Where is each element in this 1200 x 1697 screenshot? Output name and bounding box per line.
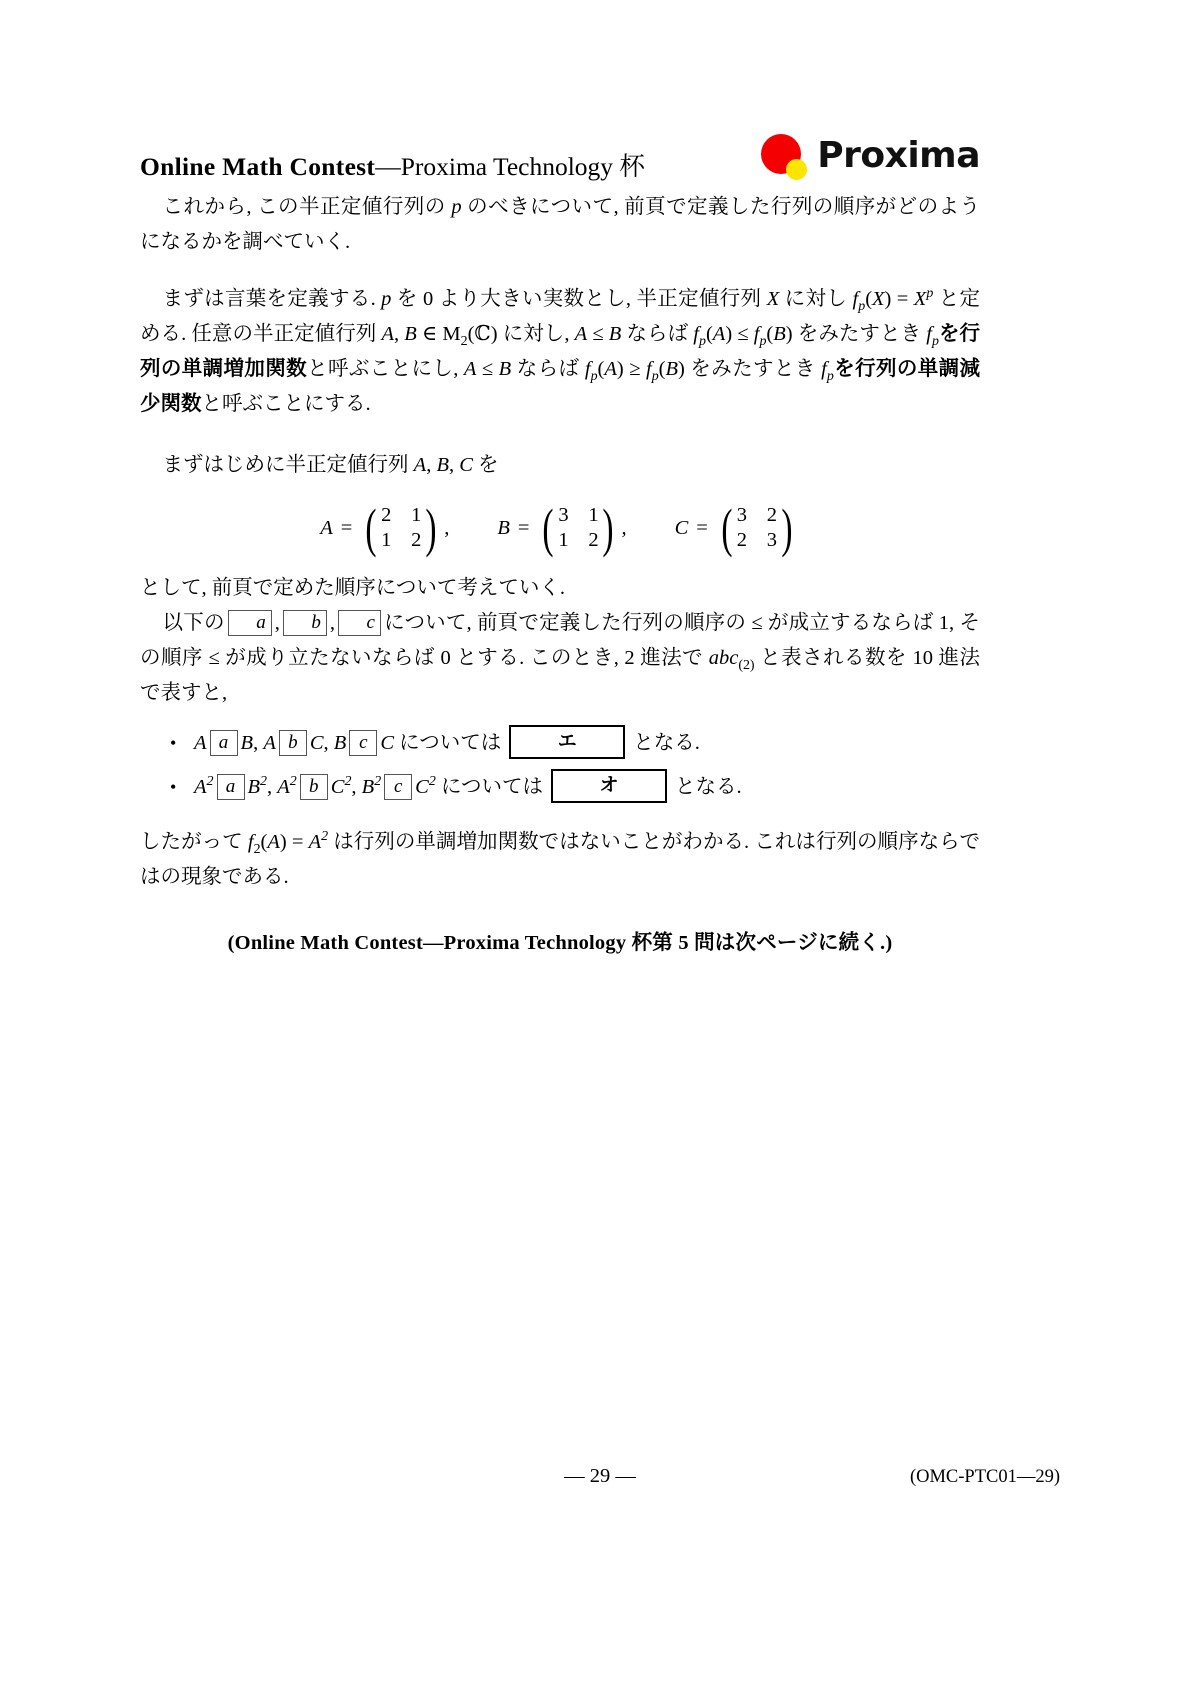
matrix-cell: 2 [736,529,747,551]
b2-A1-base: A [194,776,207,798]
p2-text-f2: ならば [511,358,585,380]
p2-text-b: を 0 より大きい実数とし, 半正定値行列 [391,288,767,310]
p2-fpA-1 [693,323,733,350]
answer-box-o[interactable]: オ [551,769,667,803]
p2-bold-2: を行列の [833,358,918,380]
matrix-cell: 2 [411,529,422,551]
p2-var-A1: A [381,323,394,345]
p6-f-symbol: f [247,831,254,853]
b2-C2-base: C [415,776,429,798]
matrix-C-name: C [674,516,689,539]
matrix-display [140,498,980,558]
b1-sep1: , [253,732,264,754]
matrix-cell: 3 [558,504,569,526]
p2-var-A3: A [463,358,477,380]
p2-var-B1: B [404,323,417,345]
p3-var-C: C [459,454,473,476]
b1-after: となる. [633,732,700,754]
p2-f-symbol: f [852,288,859,310]
p2-text-c: に対し [779,288,853,310]
matrix-A-name: A [320,516,333,539]
b2-B1-base: B [247,776,261,798]
matrix-B-bracket [537,498,619,558]
b2-C1-exp: 2 [344,774,352,790]
p2-f-close: ) [884,288,892,310]
b2-C2 [415,776,436,798]
b2-A1 [194,776,214,798]
p2-fpA2-sub: p [590,369,598,385]
p2-fpB-1 [753,323,793,350]
p2-var-A2: A [574,323,588,345]
paren-left-icon: ( [365,498,377,558]
p2-fpB2-close: ) [678,358,685,380]
p2-fp-X [852,288,892,315]
b2-B2-base: B [361,776,375,798]
b2-A2-exp: 2 [289,774,297,790]
matrix-A-equation [320,498,450,558]
p2-M-sub: 2 [460,334,468,350]
paragraph-1 [140,190,980,260]
p6-f2A [247,831,287,858]
p5-comma-1: , [274,612,280,634]
b2-C1 [331,776,352,798]
page-content [140,128,980,955]
p3-text-end: を [472,454,499,476]
p1-text-c: かを調べていく. [201,231,351,253]
p2-le-3: ≤ [476,358,499,380]
p2-fpA2-open: ( [597,358,605,380]
p2-fpB1-f: f [753,323,760,345]
p3-comma-1: , [426,454,437,476]
p2-fpB1-close: ) [785,323,793,345]
paragraph-4: として, 前頁で定めた順序について考えていく. [140,577,565,599]
matrix-cell: 1 [588,504,599,526]
p2-f-sub: p [858,299,866,315]
matrix-cell: 3 [766,529,777,551]
b1-B1: B [240,732,254,754]
p2-fpB2-open: ( [658,358,666,380]
p2-M2C [442,323,498,350]
p1-text-b: のべきについて, 前頁で定義した行列の順序がどのようになる [140,196,981,253]
answer-bullet-list [140,721,980,809]
p5-text-c: 成り立たないならば 0 とする. このとき, 2 進法で [246,647,709,669]
p6-f-arg: A [267,831,280,853]
matrix-A-equals: = [340,516,353,539]
logo-yellow-circle-icon [786,159,807,180]
p2-le-2: ≤ [732,323,754,345]
p2-in: ∈ [416,323,443,345]
matrix-B-body [557,503,599,553]
p6-A-exp: 2 [321,829,329,845]
b2-B1-exp: 2 [260,774,267,790]
p2-fpA1-arg: A [712,323,726,345]
spacer [140,809,980,825]
matrix-B-trailing: , [621,516,627,539]
p3-var-B: B [436,454,449,476]
slot-c-bullet2[interactable]: c [384,774,412,800]
paragraph-6 [140,825,980,895]
p2-var-X: X [766,288,780,310]
p2-text-e: に対し, [497,323,575,345]
p2-f-arg: X [872,288,885,310]
p2-bold-3: 単調減少関数 [140,358,981,415]
spacer [140,260,980,282]
page-title-bold: Online Math Contest [140,152,376,181]
p2-fpA2-arg: A [604,358,617,380]
p2-fp2-f: f [821,358,827,380]
matrix-row [736,528,778,553]
proxima-logo-mark-icon [759,130,813,182]
p6-f-close: ) [279,831,287,853]
b2-sep1: , [267,776,278,798]
p6-A2 [309,831,329,853]
b2-tail: については [435,776,544,798]
slot-c-bullet1[interactable]: c [349,730,377,756]
p2-equals-1: = [891,288,914,310]
b2-B2-exp: 2 [374,774,382,790]
p6-text-b: は行列の単調増加関数ではないことがわかる. これは行列の順序ならでは [140,831,981,888]
b2-A2-base: A [277,776,290,798]
p5-abc [708,647,755,674]
p5-text-a: 以下の [162,612,225,634]
p2-text-g2: をみたすとき [684,358,822,380]
matrix-row [380,503,422,528]
p2-text-g: をみたすとき [792,323,927,345]
matrix-cell: 1 [558,529,569,551]
p2-fpB2-arg: B [665,358,679,380]
p2-fp-2 [821,358,834,385]
b1-C2: C [380,732,394,754]
p2-ge-1: ≥ [623,358,646,380]
logo-wordmark: Proxima [817,135,980,176]
p2-fpB1-arg: B [773,323,786,345]
p2-var-p1: p [381,288,392,310]
b1-tail: については [394,732,502,754]
p6-text-a: したがって [140,831,248,853]
p2-f-open: ( [865,288,873,310]
paren-right-icon: ) [425,498,437,558]
matrix-cell: 1 [411,504,422,526]
p2-fp1-f: f [926,323,932,345]
page-number: — 29 — [564,1465,636,1487]
list-item [140,721,980,765]
slot-b-bullet2[interactable]: b [300,774,328,800]
slot-b-bullet1[interactable]: b [279,730,307,756]
paragraph-2 [140,282,980,422]
matrix-A-bracket [360,498,442,558]
slot-a-bullet2[interactable]: a [217,774,245,800]
p2-fp2-sub: p [826,369,834,385]
p2-X-exp: p [926,286,934,302]
p2-text-d: と定める. 任意の半正定値行列 [140,288,981,345]
p5-text-d: と表される数を 10 進法で表すと, [140,647,980,704]
p2-fpA1-open: ( [705,323,713,345]
b2-A1-exp: 2 [206,774,214,790]
p2-var-B3: B [498,358,512,380]
p2-fpB-2 [646,358,685,385]
p2-fpA2-close: ) [616,358,624,380]
slot-c-inline[interactable]: c [338,610,381,636]
matrix-A-trailing: , [444,516,450,539]
matrix-row [557,503,599,528]
p2-text-i: と呼ぶことにする. [201,393,371,415]
p2-text-f: ならば [621,323,694,345]
paren-right-icon: ) [602,498,615,558]
matrix-cell: 2 [588,529,599,551]
page-footer [140,1465,1060,1499]
p2-fpA1-sub: p [699,334,706,350]
paren-right-icon: ) [781,498,793,558]
page-title-rest: Proxima Technology 杯 [400,152,645,181]
list-item [140,765,980,809]
p2-text-a: まずは言葉を定義する. [162,288,382,310]
page-header [140,128,980,190]
p2-var-B2: B [608,323,622,345]
slot-a-bullet1[interactable]: a [210,730,238,756]
matrix-cell: 1 [381,529,392,551]
b2-B2 [362,776,382,798]
matrix-B-name: B [497,516,510,539]
answer-box-e[interactable]: エ [509,725,625,759]
spacer [140,422,980,448]
p6-equals: = [286,831,309,853]
p2-bold-1: を行列の単調増加関数 [140,323,980,380]
proxima-logo [759,128,980,184]
p3-text: まずはじめに半正定値行列 [162,454,414,476]
paren-left-icon: ( [542,498,555,558]
page-title [140,154,645,180]
b2-B1 [248,776,268,798]
matrix-C-body [736,503,778,553]
page-title-dash: — [375,152,401,181]
p2-fpB2-sub: p [651,369,659,385]
paren-left-icon: ( [721,498,733,558]
p3-comma-2: , [448,454,460,476]
matrix-C-bracket [716,498,798,558]
p2-fp1-sub: p [931,334,939,350]
p3-var-A: A [413,454,427,476]
matrix-cell: 3 [736,504,747,526]
continuation-note: (Online Math Contest—Proxima Technology 杯第 5 問は次ページに続く.) [227,932,893,954]
paragraph-3 [140,448,980,483]
p2-fpB2-f: f [646,358,652,380]
p1-text-a: これから, この半正定値行列の [162,196,452,218]
p2-le-1: ≤ [587,323,609,345]
p5-abc-sub: (2) [738,658,755,674]
b2-A2 [277,776,297,798]
matrix-row [557,528,599,553]
matrix-cell: 2 [381,504,392,526]
p2-X-pow [914,288,934,310]
p6-A-base: A [308,831,322,853]
p2-fpA2-f: f [584,358,591,380]
paragraph-5 [140,606,980,711]
b1-C1: C [309,732,324,754]
p2-M-arg: (ℂ) [467,323,498,345]
matrix-B-equals: = [517,516,530,539]
b2-after: となる. [675,776,742,798]
b2-sep2: , [351,776,362,798]
b1-sep2: , [323,732,334,754]
p2-fpA1-f: f [693,323,699,345]
slot-b-inline[interactable]: b [283,610,327,636]
p2-fpA-2 [584,358,624,385]
matrix-B-equation [497,498,627,558]
matrix-cell: 2 [766,504,777,526]
p5-abc-base: abc [708,647,739,669]
p5-comma-2: , [329,612,335,634]
p6-f-open: ( [260,831,268,853]
p6-text-c: の現象である. [160,866,289,888]
b1-A1: A [194,732,207,754]
p6-f-sub: 2 [253,842,261,858]
b2-C2-exp: 2 [428,774,436,790]
matrix-C-equals: = [696,516,708,539]
p2-fp-1 [926,323,939,350]
p2-fpB1-sub: p [759,334,767,350]
p2-X-base: X [913,288,927,310]
b1-B2: B [333,732,347,754]
b2-C1-base: C [330,776,345,798]
p2-fpB1-open: ( [766,323,774,345]
slot-a-inline[interactable]: a [228,610,272,636]
p2-M-symbol: M [442,323,461,345]
p5-text-b: について, 前頁で定義した行列の順序の ≤ が成立するならば 1, その順序 ≤ が [140,612,981,669]
p2-fpA1-close: ) [725,323,733,345]
matrix-row [380,528,422,553]
document-code: (OMC-PTC01—29) [909,1467,1060,1487]
matrix-row [736,503,778,528]
p2-text-h: と呼ぶことにし, [307,358,464,380]
matrix-A-body [380,503,422,553]
p2-comma-1: , [394,323,405,345]
p1-var-p: p [451,196,462,218]
b1-A2: A [263,732,276,754]
matrix-C-equation [674,498,800,558]
